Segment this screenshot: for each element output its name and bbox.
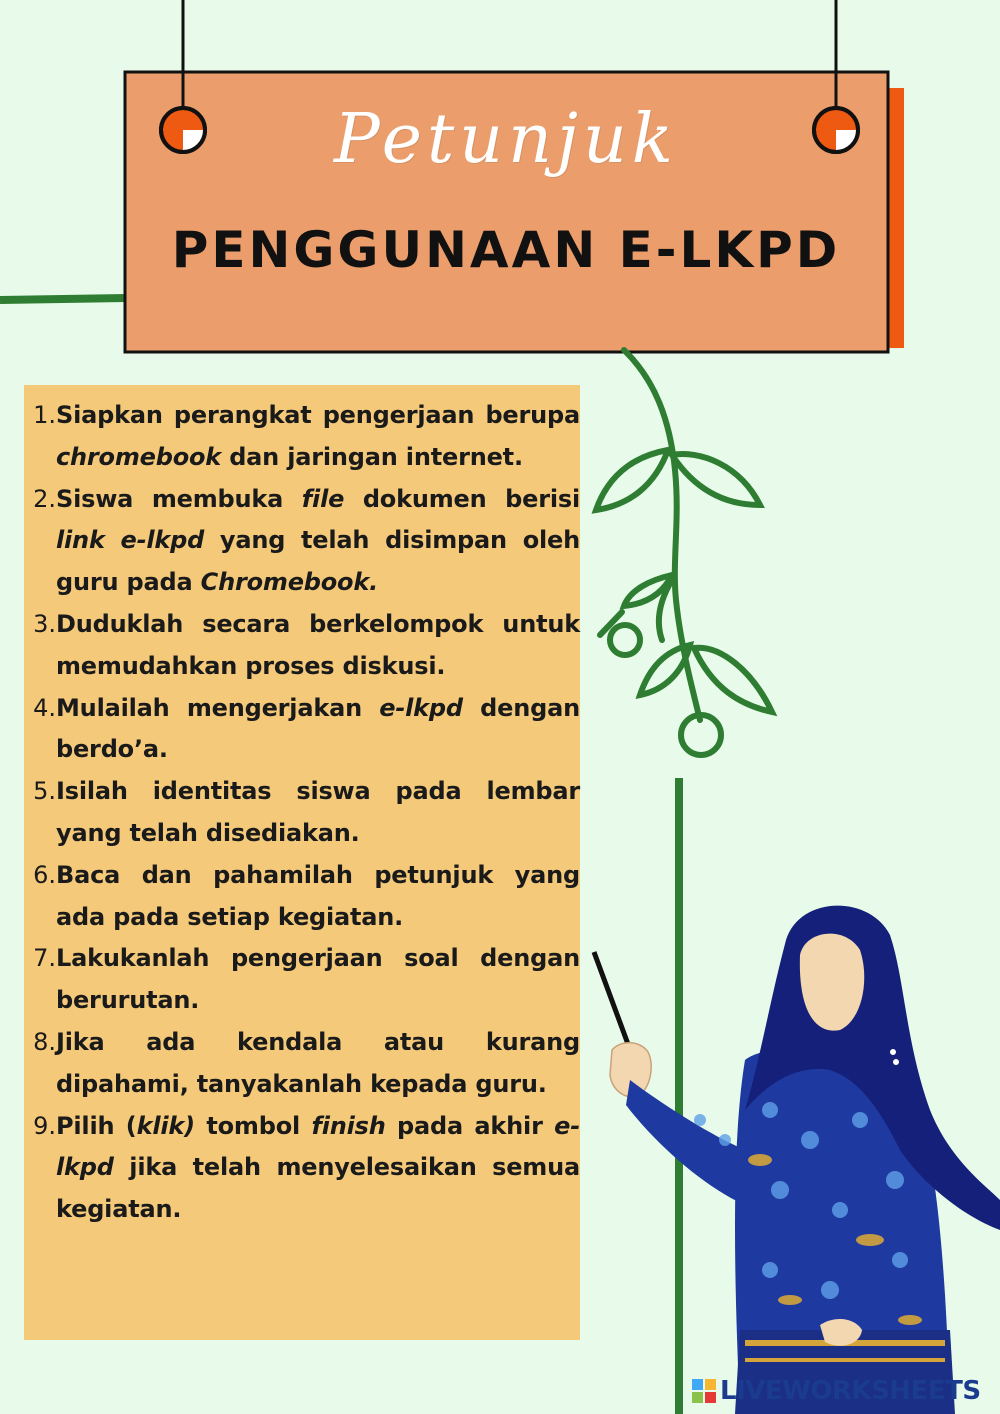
- instruction-text: Jika ada kendala atau kurang dipahami, tanyakanlah kepada guru.: [56, 1027, 580, 1098]
- instruction-number: 9.: [33, 1111, 56, 1140]
- instruction-text: Duduklah secara berkelompok untuk memudahkan proses diskusi.: [56, 609, 580, 680]
- instruction-number: 1.: [33, 401, 56, 429]
- watermark-text: LIVEWORKSHEETS: [720, 1376, 981, 1406]
- instruction-text: Siswa membuka file dokumen berisi link e-lkpd yang telah disimpan oleh guru pada Chromebook.: [56, 484, 580, 597]
- instruction-number: 7.: [33, 944, 56, 973]
- instruction-item: [24, 1106, 580, 1231]
- instruction-number: 6.: [33, 860, 56, 889]
- instruction-item: [24, 479, 580, 604]
- instruction-number: 3.: [33, 609, 56, 638]
- instruction-text: Mulailah mengerjakan e-lkpd dengan berdo’a.: [56, 693, 580, 764]
- instruction-item: [24, 938, 580, 1022]
- green-line: [0, 298, 126, 300]
- instruction-number: 8.: [33, 1027, 56, 1056]
- instruction-text: Baca dan pahamilah petunjuk yang ada pada setiap kegiatan.: [56, 860, 580, 931]
- sign-script-title: Petunjuk: [334, 100, 678, 179]
- instruction-number: 5.: [33, 777, 56, 806]
- instruction-item: [24, 771, 580, 855]
- instruction-number: 2.: [33, 484, 56, 513]
- instruction-text: Pilih (klik) tombol finish pada akhir e-lkpd jika telah menyelesaikan semua kegiatan.: [56, 1111, 580, 1224]
- instructions-list: [24, 395, 580, 1231]
- instruction-text: Lakukanlah pengerjaan soal dengan berurutan.: [56, 944, 580, 1015]
- liveworksheets-logo-icon: [692, 1379, 716, 1403]
- teacher-illustration: [594, 906, 1000, 1414]
- instruction-text: Siapkan perangkat pengerjaan berupa chromebook dan jaringan internet.: [56, 401, 580, 471]
- liveworksheets-watermark: [692, 1374, 981, 1408]
- vine-illustration: [596, 350, 772, 755]
- instruction-item: [24, 1022, 580, 1106]
- instruction-item: [24, 855, 580, 939]
- instruction-text: Isilah identitas siswa pada lembar yang telah disediakan.: [56, 777, 580, 847]
- instructions-panel: [24, 385, 580, 1340]
- page-title: PENGGUNAAN E-LKPD: [171, 221, 841, 279]
- instruction-item: [24, 604, 580, 688]
- instruction-number: 4.: [33, 693, 56, 722]
- instruction-item: [24, 395, 580, 479]
- instruction-item: [24, 688, 580, 772]
